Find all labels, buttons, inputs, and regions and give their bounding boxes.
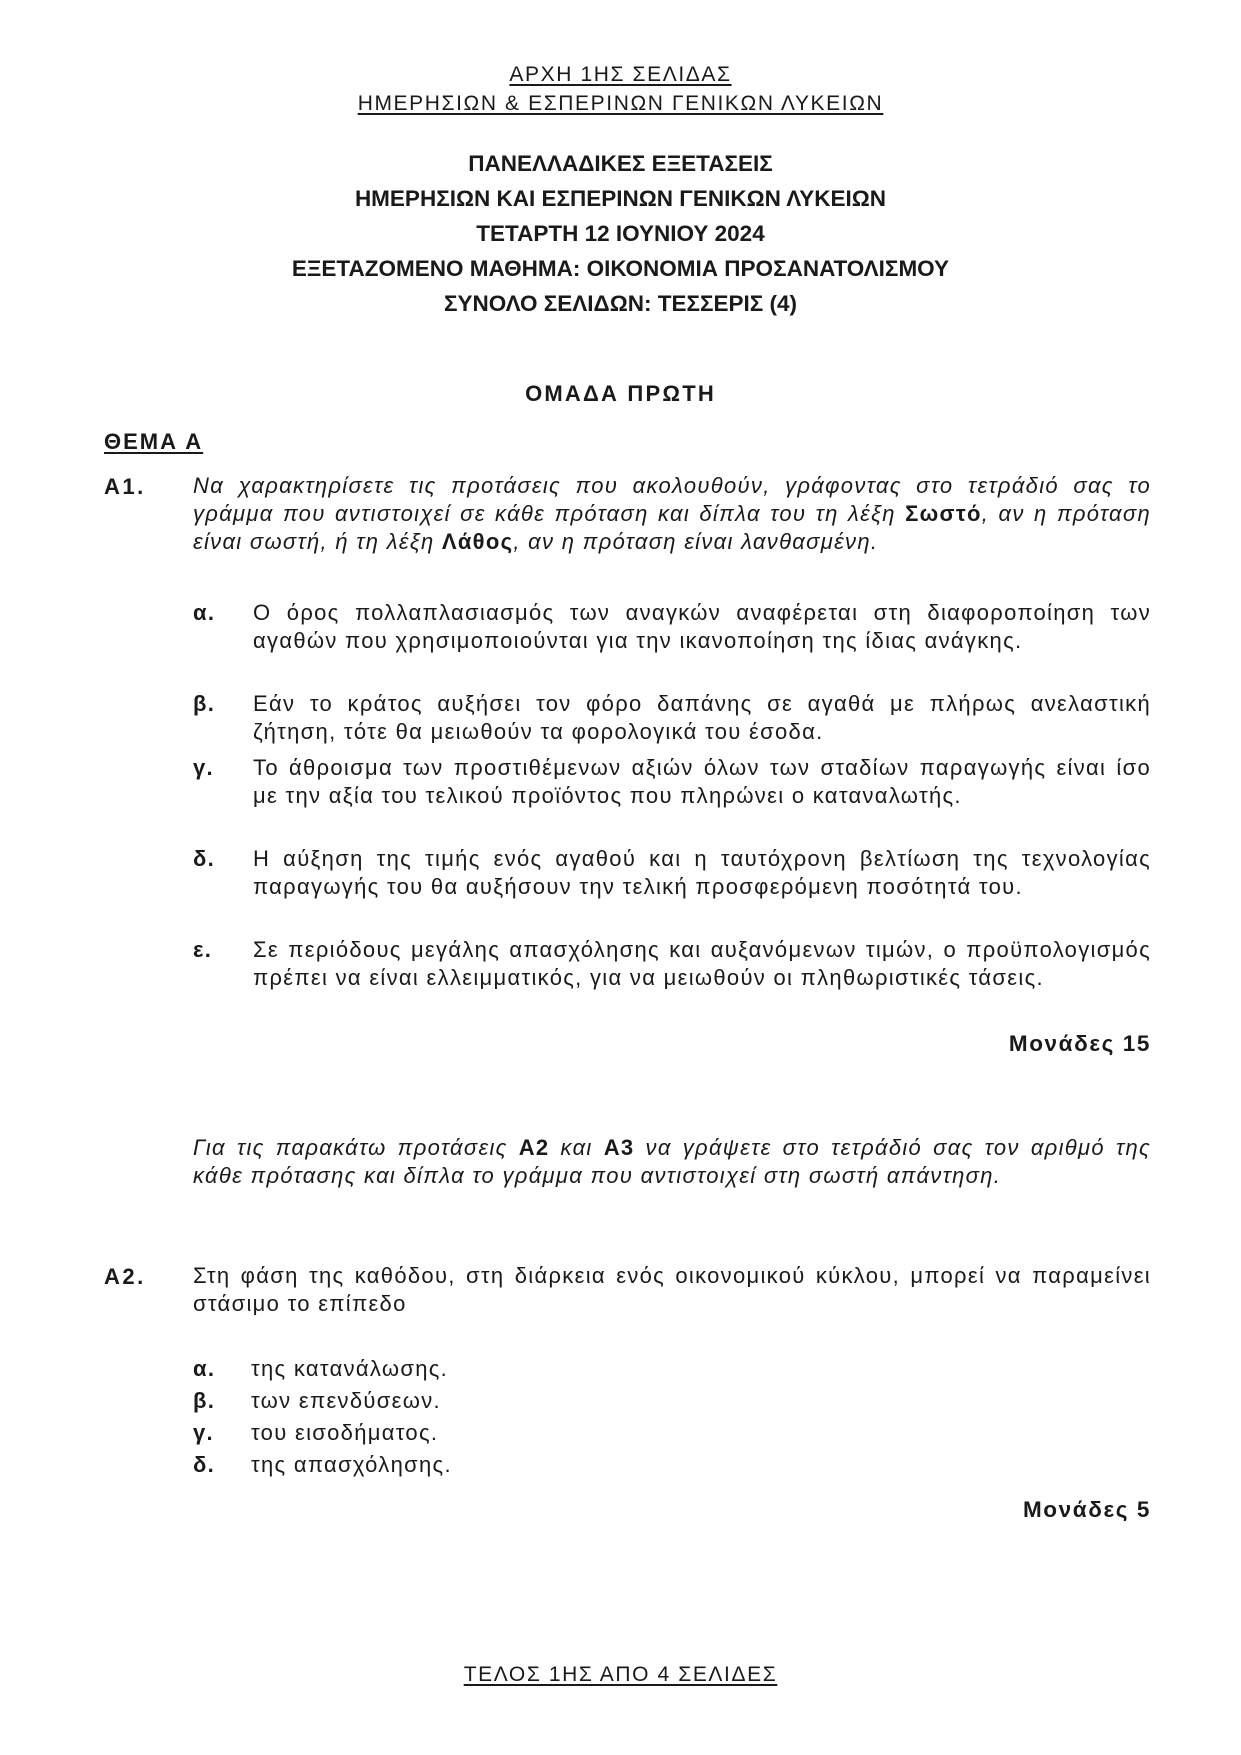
a2-option-d bbox=[193, 1451, 1151, 1479]
option-text: της απασχόλησης. bbox=[251, 1452, 452, 1477]
a1-item-d bbox=[193, 845, 1151, 901]
a1-item-a bbox=[193, 599, 1151, 655]
item-letter: γ. bbox=[193, 755, 214, 780]
a2-option-c bbox=[193, 1419, 1151, 1447]
item-letter: α. bbox=[193, 600, 216, 625]
a2-option-a bbox=[193, 1355, 1151, 1383]
item-text: Σε περιόδους μεγάλης απασχόλησης και αυξανόμενων τιμών, ο προϋπολογισμός πρέπει να είναι ελλειμματικός, για να μειωθούν οι πληθωριστικές τάσεις. bbox=[253, 937, 1151, 990]
item-text: Εάν το κράτος αυξήσει τον φόρο δαπάνης σε αγαθά με πλήρως ανελαστική ζήτηση, τότε θα μειωθούν τα φορολογικά του έσοδα. bbox=[253, 691, 1151, 744]
a1-marks: Μονάδες 15 bbox=[1008, 1031, 1151, 1056]
item-text: Η αύξηση της τιμής ενός αγαθού και η ταυτόχρονη βελτίωση της τεχνολογίας παραγωγής του θα αυξήσουν την τελική προσφερόμενη ποσότητά του. bbox=[253, 846, 1151, 899]
item-letter: ε. bbox=[193, 937, 213, 962]
running-header-line2: ΗΜΕΡΗΣΙΩΝ & ΕΣΠΕΡΙΝΩΝ ΓΕΝΙΚΩΝ ΛΥΚΕΙΩΝ bbox=[357, 92, 884, 115]
a2-question-text: Στη φάση της καθόδου, στη διάρκεια ενός οικονομικού κύκλου, μπορεί να παραμείνει στάσιμο το επίπεδο bbox=[193, 1263, 1151, 1316]
a1-item-e bbox=[193, 936, 1151, 992]
title-line2: ΗΜΕΡΗΣΙΩΝ ΚΑΙ ΕΣΠΕΡΙΝΩΝ ΓΕΝΙΚΩΝ ΛΥΚΕΙΩΝ bbox=[354, 186, 887, 211]
group-title: ΟΜΑΔΑ ΠΡΩΤΗ bbox=[525, 381, 716, 406]
a2-marks: Μονάδες 5 bbox=[1022, 1497, 1151, 1522]
a1-item-b bbox=[193, 690, 1151, 746]
option-letter: β. bbox=[193, 1388, 216, 1413]
title-line1: ΠΑΝΕΛΛΑΔΙΚΕΣ ΕΞΕΤΑΣΕΙΣ bbox=[468, 151, 773, 176]
a1-instructions: Να χαρακτηρίσετε τις προτάσεις που ακολουθούν, γράφοντας στο τετράδιό σας το γράμμα που αντιστοιχεί σε κάθε πρόταση και δίπλα του τη λέξη Σωστό, αν η πρόταση είναι σωστή, ή τη λέξη Λάθος, αν η πρόταση είναι λανθασμένη. bbox=[193, 473, 1151, 554]
option-text: των επενδύσεων. bbox=[251, 1388, 441, 1413]
option-letter: α. bbox=[193, 1356, 216, 1381]
option-letter: δ. bbox=[193, 1452, 216, 1477]
item-text: Ο όρος πολλαπλασιασμός των αναγκών αναφέρεται στη διαφοροποίηση των αγαθών που χρησιμοποιούνται για την ικανοποίηση της ίδιας ανάγκης. bbox=[253, 600, 1151, 653]
title-date: ΤΕΤΑΡΤΗ 12 ΙΟΥΝΙΟΥ 2024 bbox=[476, 221, 765, 246]
item-letter: β. bbox=[193, 691, 216, 716]
option-text: της κατανάλωσης. bbox=[251, 1356, 449, 1381]
question-number-a2: Α2. bbox=[104, 1264, 146, 1289]
item-letter: δ. bbox=[193, 846, 216, 871]
option-text: του εισοδήματος. bbox=[251, 1420, 439, 1445]
item-text: Το άθροισμα των προστιθέμενων αξιών όλων των σταδίων παραγωγής είναι ίσο με την αξία του τελικού προϊόντος που πληρώνει ο καταναλωτής. bbox=[253, 755, 1151, 808]
title-page-count: ΣΥΝΟΛΟ ΣΕΛΙΔΩΝ: ΤΕΣΣΕΡΙΣ (4) bbox=[443, 291, 798, 316]
a2-a3-instructions: Για τις παρακάτω προτάσεις Α2 και Α3 να γράψετε στο τετράδιό σας τον αριθμό της κάθε πρότασης και δίπλα το γράμμα που αντιστοιχεί στη σωστή απάντηση. bbox=[193, 1135, 1152, 1188]
theme-title: ΘΕΜΑ Α bbox=[104, 429, 204, 454]
page-footer: ΤΕΛΟΣ 1ΗΣ ΑΠΟ 4 ΣΕΛΙΔΕΣ bbox=[463, 1663, 778, 1686]
a2-option-b bbox=[193, 1387, 1151, 1415]
a1-item-c bbox=[193, 754, 1151, 810]
running-header-line1: ΑΡΧΗ 1ΗΣ ΣΕΛΙΔΑΣ bbox=[509, 63, 732, 86]
question-number-a1: Α1. bbox=[104, 474, 146, 499]
title-subject: ΕΞΕΤΑΖΟΜΕΝΟ ΜΑΘΗΜΑ: ΟΙΚΟΝΟΜΙΑ ΠΡΟΣΑΝΑΤΟΛΙΣΜΟΥ bbox=[291, 256, 950, 281]
option-letter: γ. bbox=[193, 1420, 214, 1445]
